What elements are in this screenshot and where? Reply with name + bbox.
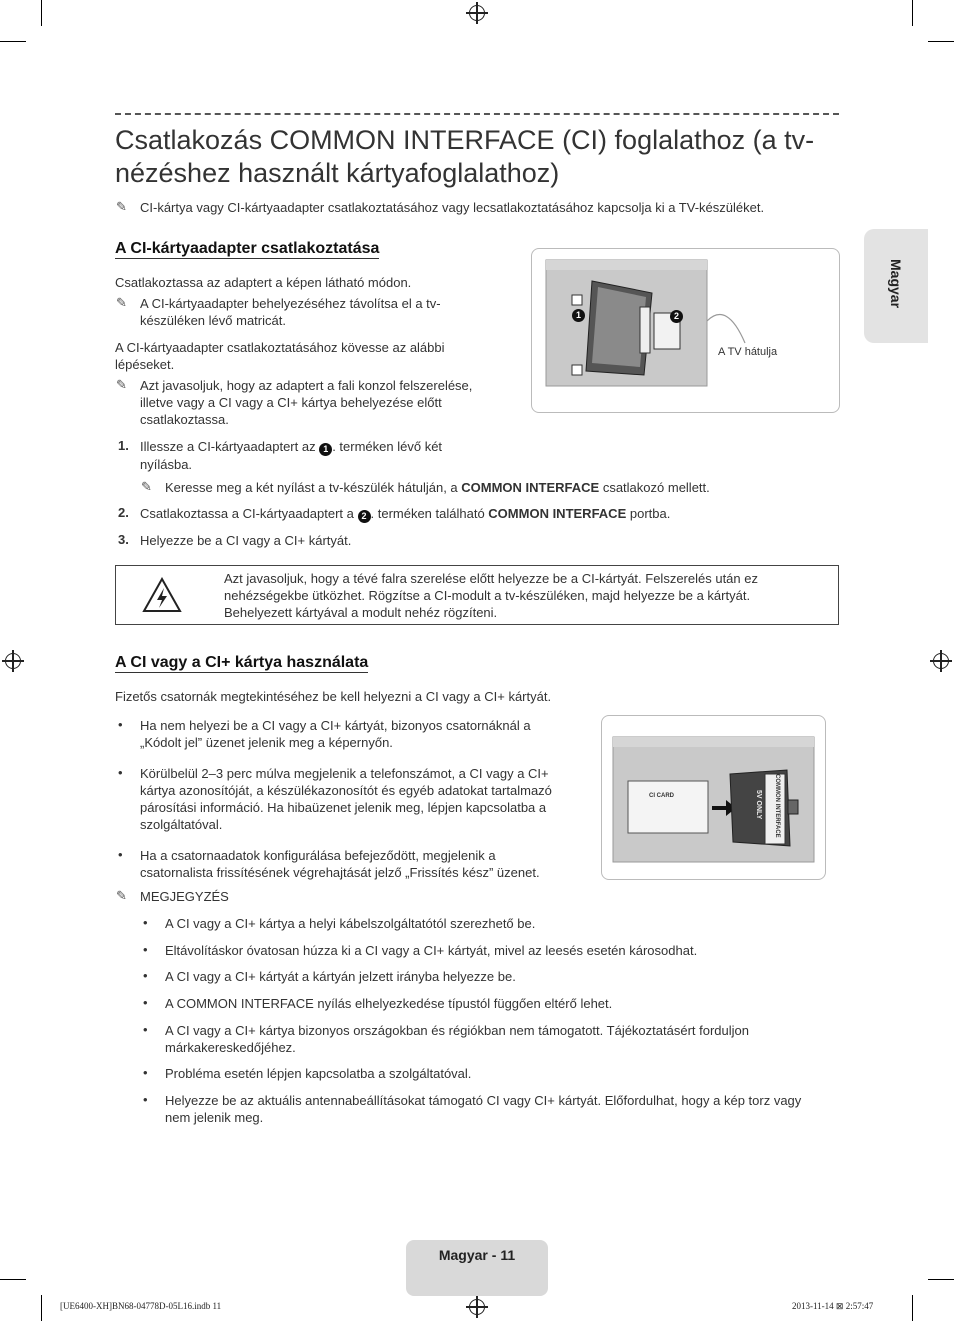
note-pencil-icon: ✎ [116, 377, 127, 392]
note-pencil-icon: ✎ [116, 295, 127, 310]
note-item: A CI vagy a CI+ kártya bizonyos országokban és régiókban nem támogatott. Tájékoztatásért forduljon márkakereskedőjéhez. [165, 1023, 749, 1055]
section1-note2: Azt javasoljuk, hogy az adaptert a fali konzol felszerelése, illetve vagy a CI vagy a CI+ kártya behelyezése előtt csatlakoztassa. [140, 378, 473, 427]
five-volt-label: 5V ONLY [755, 790, 762, 820]
crop-mark [0, 1279, 26, 1280]
note-item: Helyezze be az aktuális antennabeállításokat támogató CI vagy CI+ kártyát. Előfordulhat, hogy a kép torz vagy nem jelenik meg. [165, 1093, 802, 1125]
page-title: Csatlakozás COMMON INTERFACE (CI) foglalathoz (a tv- nézéshez használt kártyafoglalathoz) [115, 125, 815, 188]
note-pencil-icon: ✎ [116, 199, 127, 214]
registration-mark-icon [469, 5, 485, 21]
crop-mark [0, 41, 26, 42]
print-date-info: 2013-11-14 ⊠ 2:57:47 [792, 1301, 874, 1311]
step3-number: 3. [118, 532, 129, 547]
section1-p2: A CI-kártyaadapter csatlakoztatásához kövesse az alábbi lépéseket. [115, 340, 445, 372]
note-item: A COMMON INTERFACE nyílás elhelyezkedése típustól függően eltérő lehet. [165, 996, 613, 1011]
step2-number: 2. [118, 505, 129, 520]
bullet: • [143, 1022, 148, 1037]
bullet: • [143, 915, 148, 930]
bullet: • [118, 717, 123, 732]
tv-back-label: A TV hátulja [718, 346, 778, 358]
crop-mark [41, 1295, 42, 1321]
intro-note: CI-kártya vagy CI-kártyaadapter csatlakoztatásához vagy lecsatlakoztatásához kapcsolja ki a TV-készüléket. [140, 200, 765, 215]
section1-note1: A CI-kártyaadapter behelyezéséhez távolítsa el a tv- készüléken lévő matricát. [140, 296, 441, 328]
adapter-figure [531, 248, 840, 413]
adapter-slot-marker-2: 2 [670, 310, 683, 323]
section2-heading: A CI vagy a CI+ kártya használata [115, 654, 369, 671]
ci-card-illustration [602, 716, 825, 879]
warning-box [115, 565, 839, 625]
registration-mark-icon [933, 653, 949, 669]
step3-text: Helyezze be a CI vagy a CI+ kártyát. [140, 533, 352, 548]
bullet: • [143, 1065, 148, 1080]
note-item: Probléma esetén lépjen kapcsolatba a szolgáltatóval. [165, 1066, 472, 1081]
crop-mark [912, 1295, 913, 1321]
page-number: Magyar - 11 [438, 1247, 516, 1263]
bullet: • [118, 847, 123, 862]
card-figure [601, 715, 826, 880]
ci-card-label: CI CARD [649, 793, 674, 799]
section2-bullet2: Körülbelül 2–3 perc múlva megjelenik a telefonszámot, a CI vagy a CI+ kártya azonosítóját, a készülékazonosítót és egyéb adatokat tartalmazó párosítási információ. Ha hibaüzenet jelenik meg, lépjen kapcsolatba a szolgáltatóval. [140, 766, 552, 832]
warning-text: Azt javasoljuk, hogy a tévé falra szerelése előtt helyezze be a CI-kártyát. Felszerelés után ez nehézségekbe ütközhet. Rögzítse a CI-modult a tv-készüléken, majd helyezze be a kártyát. Behelyezett kártyával a modult nehéz rögzíteni. [224, 571, 758, 620]
step1-number: 1. [118, 438, 129, 453]
section2-bullet1: Ha nem helyezi be a CI vagy a CI+ kártyát, bizonyos csatornáknál a „Kódolt jel” üzenet jelenik meg a képernyőn. [140, 718, 531, 750]
step1-text: Illessze a CI-kártyaadaptert az 1 . terméken lévő két nyílásba. [140, 439, 443, 472]
crop-mark [928, 1279, 954, 1280]
step-circle-2: 2 [358, 510, 371, 523]
title-divider [115, 113, 839, 115]
registration-mark-icon [5, 653, 21, 669]
step1-note: Keresse meg a két nyílást a tv-készülék hátulján, a COMMON INTERFACE csatlakozó mellett. [165, 480, 710, 495]
language-tab [864, 229, 928, 343]
bullet: • [143, 942, 148, 957]
crop-mark [912, 0, 913, 26]
language-tab-label: Magyar [888, 259, 904, 309]
crop-mark [928, 41, 954, 42]
adapter-slot-marker-1: 1 [572, 309, 585, 322]
registration-mark-icon [469, 1299, 485, 1315]
bullet: • [143, 995, 148, 1010]
note-pencil-icon: ✎ [141, 479, 152, 494]
section2-bullet3: Ha a csatornaadatok konfigurálása befejeződött, megjelenik a csatornalista frissítésének végrehajtását jelző „Frissítés kész” üzenet. [140, 848, 540, 880]
note-pencil-icon: ✎ [116, 888, 127, 903]
bullet: • [143, 1092, 148, 1107]
print-file-info: [UE6400-XH]BN68-04778D-05L16.indb 11 [60, 1301, 222, 1311]
note-item: A CI vagy a CI+ kártya a helyi kábelszolgáltatótól szerezhető be. [165, 916, 536, 931]
section2-p1: Fizetős csatornák megtekintéséhez be kell helyezni a CI vagy a CI+ kártyát. [115, 689, 552, 704]
bullet: • [118, 765, 123, 780]
section1-p1: Csatlakoztassa az adaptert a képen látható módon. [115, 275, 412, 290]
tv-back-illustration [532, 249, 839, 412]
page-number-tab [406, 1240, 548, 1296]
notes-heading: MEGJEGYZÉS [140, 889, 229, 904]
crop-mark [41, 0, 42, 26]
note-item: A CI vagy a CI+ kártyát a kártyán jelzett irányba helyezze be. [165, 969, 516, 984]
note-item: Eltávolításkor óvatosan húzza ki a CI vagy a CI+ kártyát, mivel az leesés esetén károsodhat. [165, 943, 698, 958]
warning-triangle-icon [142, 577, 182, 613]
step-circle-1: 1 [319, 443, 332, 456]
section1-heading: A CI-kártyaadapter csatlakoztatása [115, 240, 380, 257]
step2-text: Csatlakoztassa a CI-kártyaadaptert a 2 . terméken található COMMON INTERFACE portba. [140, 506, 671, 521]
common-interface-slot-label: COMMON INTERFACE [774, 774, 780, 838]
bullet: • [143, 968, 148, 983]
